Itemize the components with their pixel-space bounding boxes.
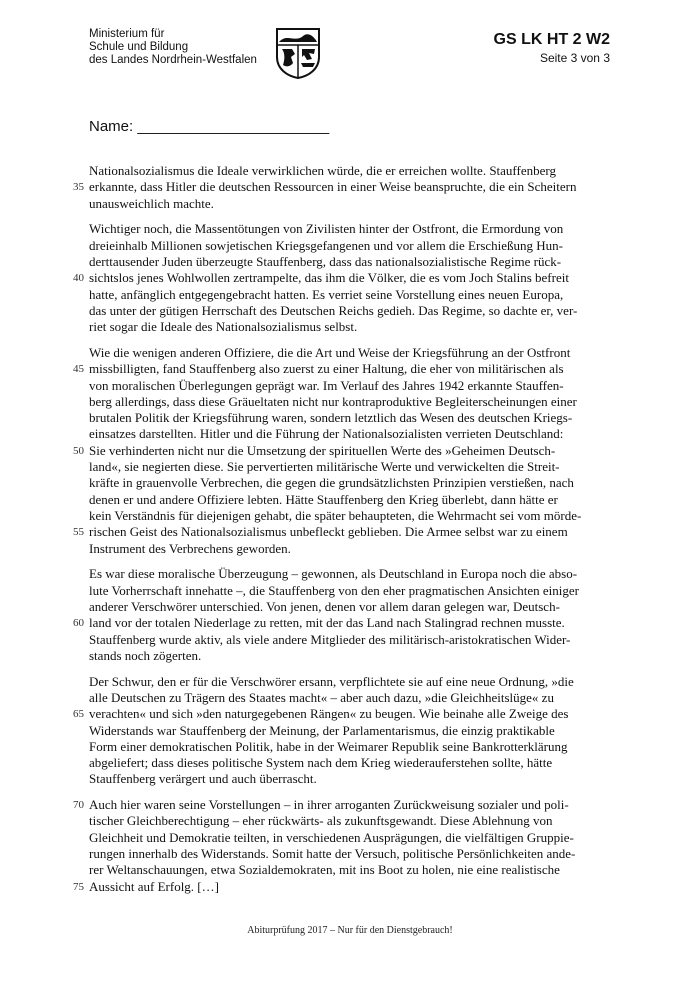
text-line — [89, 566, 614, 582]
line-text: missbilligten, fand Stauffenberg also zuerst zu einer Haltung, die eher von militärischen als — [89, 361, 564, 377]
line-text: Instrument des Verbrechens geworden. — [89, 540, 291, 556]
line-number: 35 — [73, 181, 84, 194]
text-line — [89, 196, 614, 212]
line-number: 40 — [73, 272, 84, 285]
text-line — [89, 303, 614, 319]
line-number: 60 — [73, 617, 84, 630]
line-text: land vor der totalen Niederlage zu retten, mit der das Land nach Stalingrad rechnen musste. — [89, 615, 565, 631]
line-text: Nationalsozialismus die Ideale verwirklichen würde, die er erreichen wollte. Stauffenberg — [89, 163, 556, 178]
line-text: kräfte in grauenvolle Verbrechen, die gegen die grundsätzlichsten Prinzipien verstießen, nach — [89, 475, 574, 491]
text-line — [89, 830, 614, 846]
text-line — [89, 394, 614, 410]
line-number: 70 — [73, 799, 84, 812]
text-line — [73, 615, 614, 631]
line-text: rer Weltanschauungen, etwa Sozialdemokraten, mit ins Boot zu holen, nie eine realistische — [89, 862, 560, 878]
line-number: 55 — [73, 526, 84, 539]
text-line — [89, 583, 614, 599]
name-field[interactable]: Name: _______________________ — [89, 118, 330, 135]
line-text: tischer Gleichberechtigung – eher rückwärts- als zukunftsgewandt. Diese Ablehnung von — [89, 813, 553, 829]
line-text: Form einer demokratischen Politik, habe in der Weimarer Republik seine Bankrotterklärung — [89, 738, 568, 754]
paragraph — [73, 221, 614, 335]
line-text: Stauffenberg verärgert und auch überrascht. — [89, 771, 317, 787]
text-line — [89, 254, 614, 270]
line-text: von moralischen Überlegungen geprägt war. Im Verlauf des Jahres 1942 erkannte Stauffen- — [89, 377, 564, 393]
exam-code-block — [494, 30, 610, 65]
line-text: anderer Verschwörer unterschied. Von jenen, denen vor allem daran gelegen war, Deutsch- — [89, 598, 560, 614]
line-text: lute Vorherrschaft innehatte –, die Stauffenberg von den eher pragmatischen Ansichten einiger — [89, 582, 579, 598]
ministry-line: des Landes Nordrhein-Westfalen — [89, 54, 257, 66]
text-line — [89, 674, 614, 690]
text-line — [89, 221, 614, 237]
text-line — [89, 410, 614, 426]
text-line — [89, 632, 614, 648]
text-line — [89, 813, 614, 829]
line-text: erkannte, dass Hitler die deutschen Ressourcen in einer Weise beanspruchte, die ein Scheitern — [89, 179, 577, 195]
line-text: alle Deutschen zu Trägern des Staates macht« – aber auch dazu, »die Gleichheitslüge« zu — [89, 689, 554, 705]
text-line — [89, 599, 614, 615]
text-line — [89, 508, 614, 524]
line-text: land«, sie negierten diese. Sie pervertierten militärische Werte und verwickelten die Streit- — [89, 459, 560, 475]
text-line — [89, 690, 614, 706]
line-number: 65 — [73, 708, 84, 721]
text-line — [89, 846, 614, 862]
line-text: einsatzes darstellten. Hitler und die Führung der Nationalsozialisten verrieten Deutschland: — [89, 426, 564, 442]
paragraph — [73, 344, 614, 557]
text-line — [89, 492, 614, 508]
line-text: denen er und andere Offiziere lebten. Hätte Stauffenberg den Krieg überlebt, dann hätte er — [89, 491, 558, 507]
paragraph — [73, 163, 614, 212]
text-line — [89, 319, 614, 335]
line-text: Aussicht auf Erfolg. […] — [89, 878, 219, 894]
line-text: Wie die wenigen anderen Offiziere, die die Art und Weise der Kriegsführung an der Ostfront — [89, 344, 571, 360]
text-line — [89, 345, 614, 361]
ministry-line: Schule und Bildung — [89, 41, 189, 53]
text-line — [89, 163, 614, 179]
paragraph — [73, 673, 614, 788]
ministry-name — [89, 28, 257, 67]
text-line — [89, 378, 614, 394]
text-line — [89, 459, 614, 475]
line-number: 45 — [73, 363, 84, 376]
nrw-coat-of-arms-icon — [273, 27, 323, 79]
line-text: Wichtiger noch, die Massentötungen von Zivilisten hinter der Ostfront, die Ermordung von — [89, 221, 564, 237]
line-text: rischen Geist des Nationalsozialismus unbefleckt geblieben. Die Armee selbst war zu einem — [89, 524, 568, 540]
line-text: Stauffenberg wurde aktiv, als viele andere Mitglieder des militärisch-aristokratischen Wider- — [89, 631, 571, 647]
text-line — [89, 426, 614, 442]
line-text: abgeliefert; dass dieses politische System nach dem Krieg wiederauferstehen sollte, hätte — [89, 755, 553, 771]
ministry-line: Ministerium für — [89, 28, 165, 40]
line-text: riet sogar die Ideale des Nationalsozialismus selbst. — [89, 319, 358, 335]
line-text: Gleichheit und Demokratie teilten, in verschiedenen Ausprägungen, die vielfältigen Gruppie- — [89, 829, 574, 845]
text-line — [73, 270, 614, 286]
paragraph — [73, 797, 614, 895]
text-line — [89, 723, 614, 739]
body-text — [73, 163, 614, 904]
line-text: dreieinhalb Millionen sowjetischen Kriegsgefangenen und vor allem die Erschießung Hun- — [89, 237, 564, 253]
footer-note: Abiturprüfung 2017 – Nur für den Dienstgebrauch! — [247, 925, 453, 936]
text-line — [89, 771, 614, 787]
line-number: 50 — [73, 444, 84, 457]
text-line — [89, 755, 614, 771]
paragraph — [73, 566, 614, 664]
text-line — [89, 287, 614, 303]
line-text: das unter der gütigen Herrschaft des Deutschen Reichs gedieh. Das Regime, so dachte er, ver- — [89, 302, 578, 318]
line-text: sichtslos jenes Wohlwollen zertrampelte, das ihm die Völker, die es vom Joch Stalins befreit — [89, 270, 569, 286]
line-text: derttausender Juden überzeugte Stauffenberg, dass das nationalsozialistische Regime rück- — [89, 253, 562, 269]
text-line — [89, 739, 614, 755]
line-text: brutalen Politik der Kriegsführung waren, sondern letztlich das Wesen des deutschen Kriegs- — [89, 410, 573, 426]
text-line — [73, 524, 614, 540]
text-line — [73, 361, 614, 377]
line-text: Auch hier waren seine Vorstellungen – in ihrer arroganten Zurückweisung sozialer und poli- — [89, 797, 569, 813]
page-number: Seite 3 von 3 — [539, 51, 610, 65]
line-text: rungen innerhalb des Widerstands. Somit hatte der Versuch, politische Persönlichkeiten ande- — [89, 846, 576, 862]
line-text: Es war diese moralische Überzeugung – gewonnen, als Deutschland in Europa noch die abso- — [89, 566, 578, 582]
text-line — [73, 706, 614, 722]
line-text: stands noch zögerten. — [89, 647, 202, 663]
line-text: Der Schwur, den er für die Verschwörer ersann, verpflichtete sie auf eine neue Ordnung, »die — [89, 673, 574, 689]
text-line — [73, 179, 614, 195]
text-line — [89, 862, 614, 878]
line-text: unausweichlich machte. — [89, 195, 214, 211]
line-text: Sie verhinderten nicht nur die Umsetzung der spirituellen Werte des »Geheimen Deutsch- — [89, 442, 556, 458]
line-text: hatte, anfänglich entgegengebracht hatten. Es verriet seine Vorstellung eines neuen Europa, — [89, 286, 564, 302]
line-number: 75 — [73, 880, 84, 893]
line-text: verachten« und sich »den naturgegebenen Rängen« zu beugen. Wie beinahe alle Zweige des — [89, 706, 569, 722]
text-line — [73, 442, 614, 459]
text-line — [73, 797, 614, 813]
text-line — [73, 878, 614, 895]
exam-code: GS LK HT 2 W2 — [493, 31, 610, 48]
line-text: kein Verständnis für diejenigen gehabt, die später behaupteten, die Wehrmacht sei vom mörde- — [89, 507, 582, 523]
text-line — [89, 541, 614, 557]
line-text: Widerstands war Stauffenberg der Meinung, der Parlamentarismus, die einzig praktikable — [89, 722, 555, 738]
line-text: berg allerdings, dass diese Gräueltaten nicht nur kontraproduktive Begleiterscheinungen einer — [89, 393, 577, 409]
text-line — [89, 475, 614, 491]
text-line — [89, 648, 614, 664]
text-line — [89, 238, 614, 254]
